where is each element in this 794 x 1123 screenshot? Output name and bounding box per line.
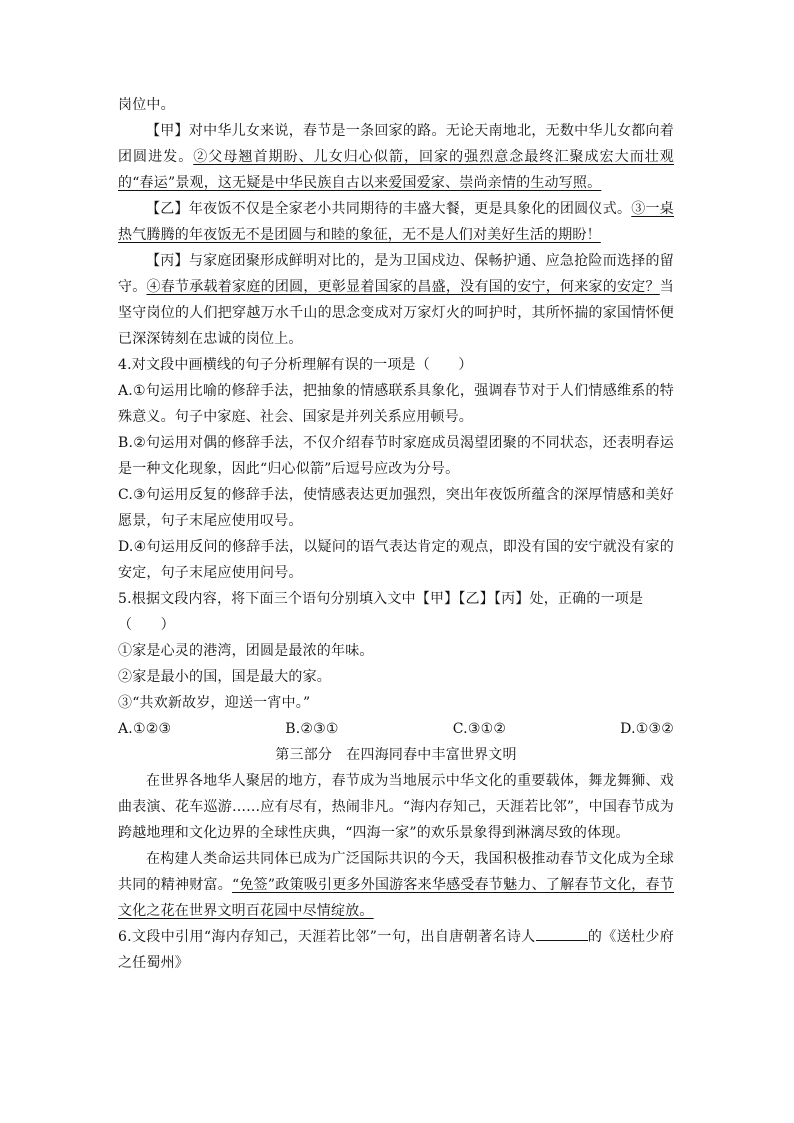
paragraph-yi <box>118 196 674 248</box>
question-4-stem: 4.对文段中画横线的句子分析理解有误的一项是（ ） <box>118 357 473 373</box>
question-5-paren: （ ） <box>118 617 175 633</box>
tag-jia: 【甲】 <box>146 123 189 139</box>
jia-underlined-sentence: ②父母翘首期盼、儿女归心似箭，回家的强烈意念最终汇聚成宏大而壮观的“春运”景观，这无疑是中华民族自古以来爱国爱家、崇尚亲情的生动写照。 <box>118 149 674 191</box>
question-5-item-3: ③“共欢新故岁，迎送一宵中。” <box>118 695 311 711</box>
part-3-heading: 第三部分 在四海同春中丰富世界文明 <box>275 747 517 763</box>
question-5-choice-a: A.①②③ <box>118 721 172 737</box>
part-3-paragraph-1: 在世界各地华人聚居的地方，春节成为当地展示中华文化的重要载体，舞龙舞狮、戏曲表演、花车巡游……应有尽有，热闹非凡。“海内存知己，天涯若比邻”，中国春节成为跨越地理和文化边界的全球性庆典，“四海一家”的欢乐景象得到淋漓尽致的体现。 <box>118 773 674 841</box>
intro-tail: 岗位中。 <box>118 97 175 113</box>
bing-lead: 与家庭团聚形成鲜明对比的，是为卫国戍边、保畅护通、应急抢险而选择的留守。 <box>118 253 674 295</box>
question-5-item-2: ②家是最小的国，国是最大的家。 <box>118 669 331 685</box>
tag-yi: 【乙】 <box>146 201 189 217</box>
document-page <box>118 92 674 976</box>
part-3-paragraph-2 <box>118 846 674 924</box>
question-4-option-d: D.④句运用反问的修辞手法，以疑问的语气表达肯定的观点，即没有国的安宁就没有家的安定，句子末尾应使用问号。 <box>118 539 674 581</box>
part-3-p2-lead: 在构建人类命运共同体已成为广泛国际共识的今天，我国积极推动春节文化成为全球共同的精神财富。 <box>118 851 674 893</box>
question-4-option-c: C.③句运用反复的修辞手法，使情感表达更加强烈，突出年夜饭所蕴含的深厚情感和美好愿景，句子末尾应使用叹号。 <box>118 487 674 529</box>
bing-tail: 当坚守岗位的人们把穿越万水千山的思念变成对万家灯火的呵护时，其所怀揣的家国情怀便已深深铸刻在忠诚的岗位上。 <box>118 279 674 347</box>
question-5-choice-b: B.②③① <box>285 721 339 737</box>
question-6-before: 6.文段中引用“海内存知己，天涯若比邻”一句，出自唐朝著名诗人 <box>118 929 536 945</box>
question-5-choice-c: C.③①② <box>452 721 507 737</box>
question-5-choice-d: D.①③② <box>620 721 674 737</box>
tag-bing: 【丙】 <box>146 253 189 269</box>
jia-lead: 对中华儿女来说，春节是一条回家的路。无论天南地北，无数中华儿女都向着团圆进发。 <box>118 123 674 165</box>
answer-blank[interactable] <box>536 926 588 941</box>
question-5-choices <box>118 716 674 742</box>
question-4-option-b: B.②句运用对偶的修辞手法，不仅介绍春节时家庭成员渴望团聚的不同状态，还表明春运是一种文化现象，因此“归心似箭”后逗号应改为分号。 <box>118 435 674 477</box>
question-5-item-1: ①家是心灵的港湾，团圆是最浓的年味。 <box>118 643 374 659</box>
yi-underlined-sentence: ③一桌热气腾腾的年夜饭无不是团圆与和睦的象征，无不是人们对美好生活的期盼！ <box>118 201 674 243</box>
bing-underlined-sentence: ④春节承载着家庭的团圆，更彰显着国家的昌盛，没有国的安宁，何来家的安定？ <box>146 279 660 295</box>
paragraph-bing <box>118 248 674 352</box>
question-4-option-a: A.①句运用比喻的修辞手法，把抽象的情感联系具象化，强调春节对于人们情感维系的特殊意义。句子中家庭、社会、国家是并列关系应用顿号。 <box>118 383 674 425</box>
question-5-stem: 5.根据文段内容，将下面三个语句分别填入文中【甲】【乙】【丙】处，正确的一项是 <box>118 591 644 607</box>
question-6-after: 的《送杜少府之任蜀州》 <box>118 929 674 971</box>
question-6 <box>118 924 674 976</box>
part-3-p2-underlined: “免签”政策吸引更多外国游客来华感受春节魅力、了解春节文化，春节文化之花在世界文明百花园中尽情绽放。 <box>118 877 674 919</box>
yi-lead: 年夜饭不仅是全家老小共同期待的丰盛大餐，更是具象化的团圆仪式。 <box>188 201 632 217</box>
paragraph-jia <box>118 118 674 196</box>
